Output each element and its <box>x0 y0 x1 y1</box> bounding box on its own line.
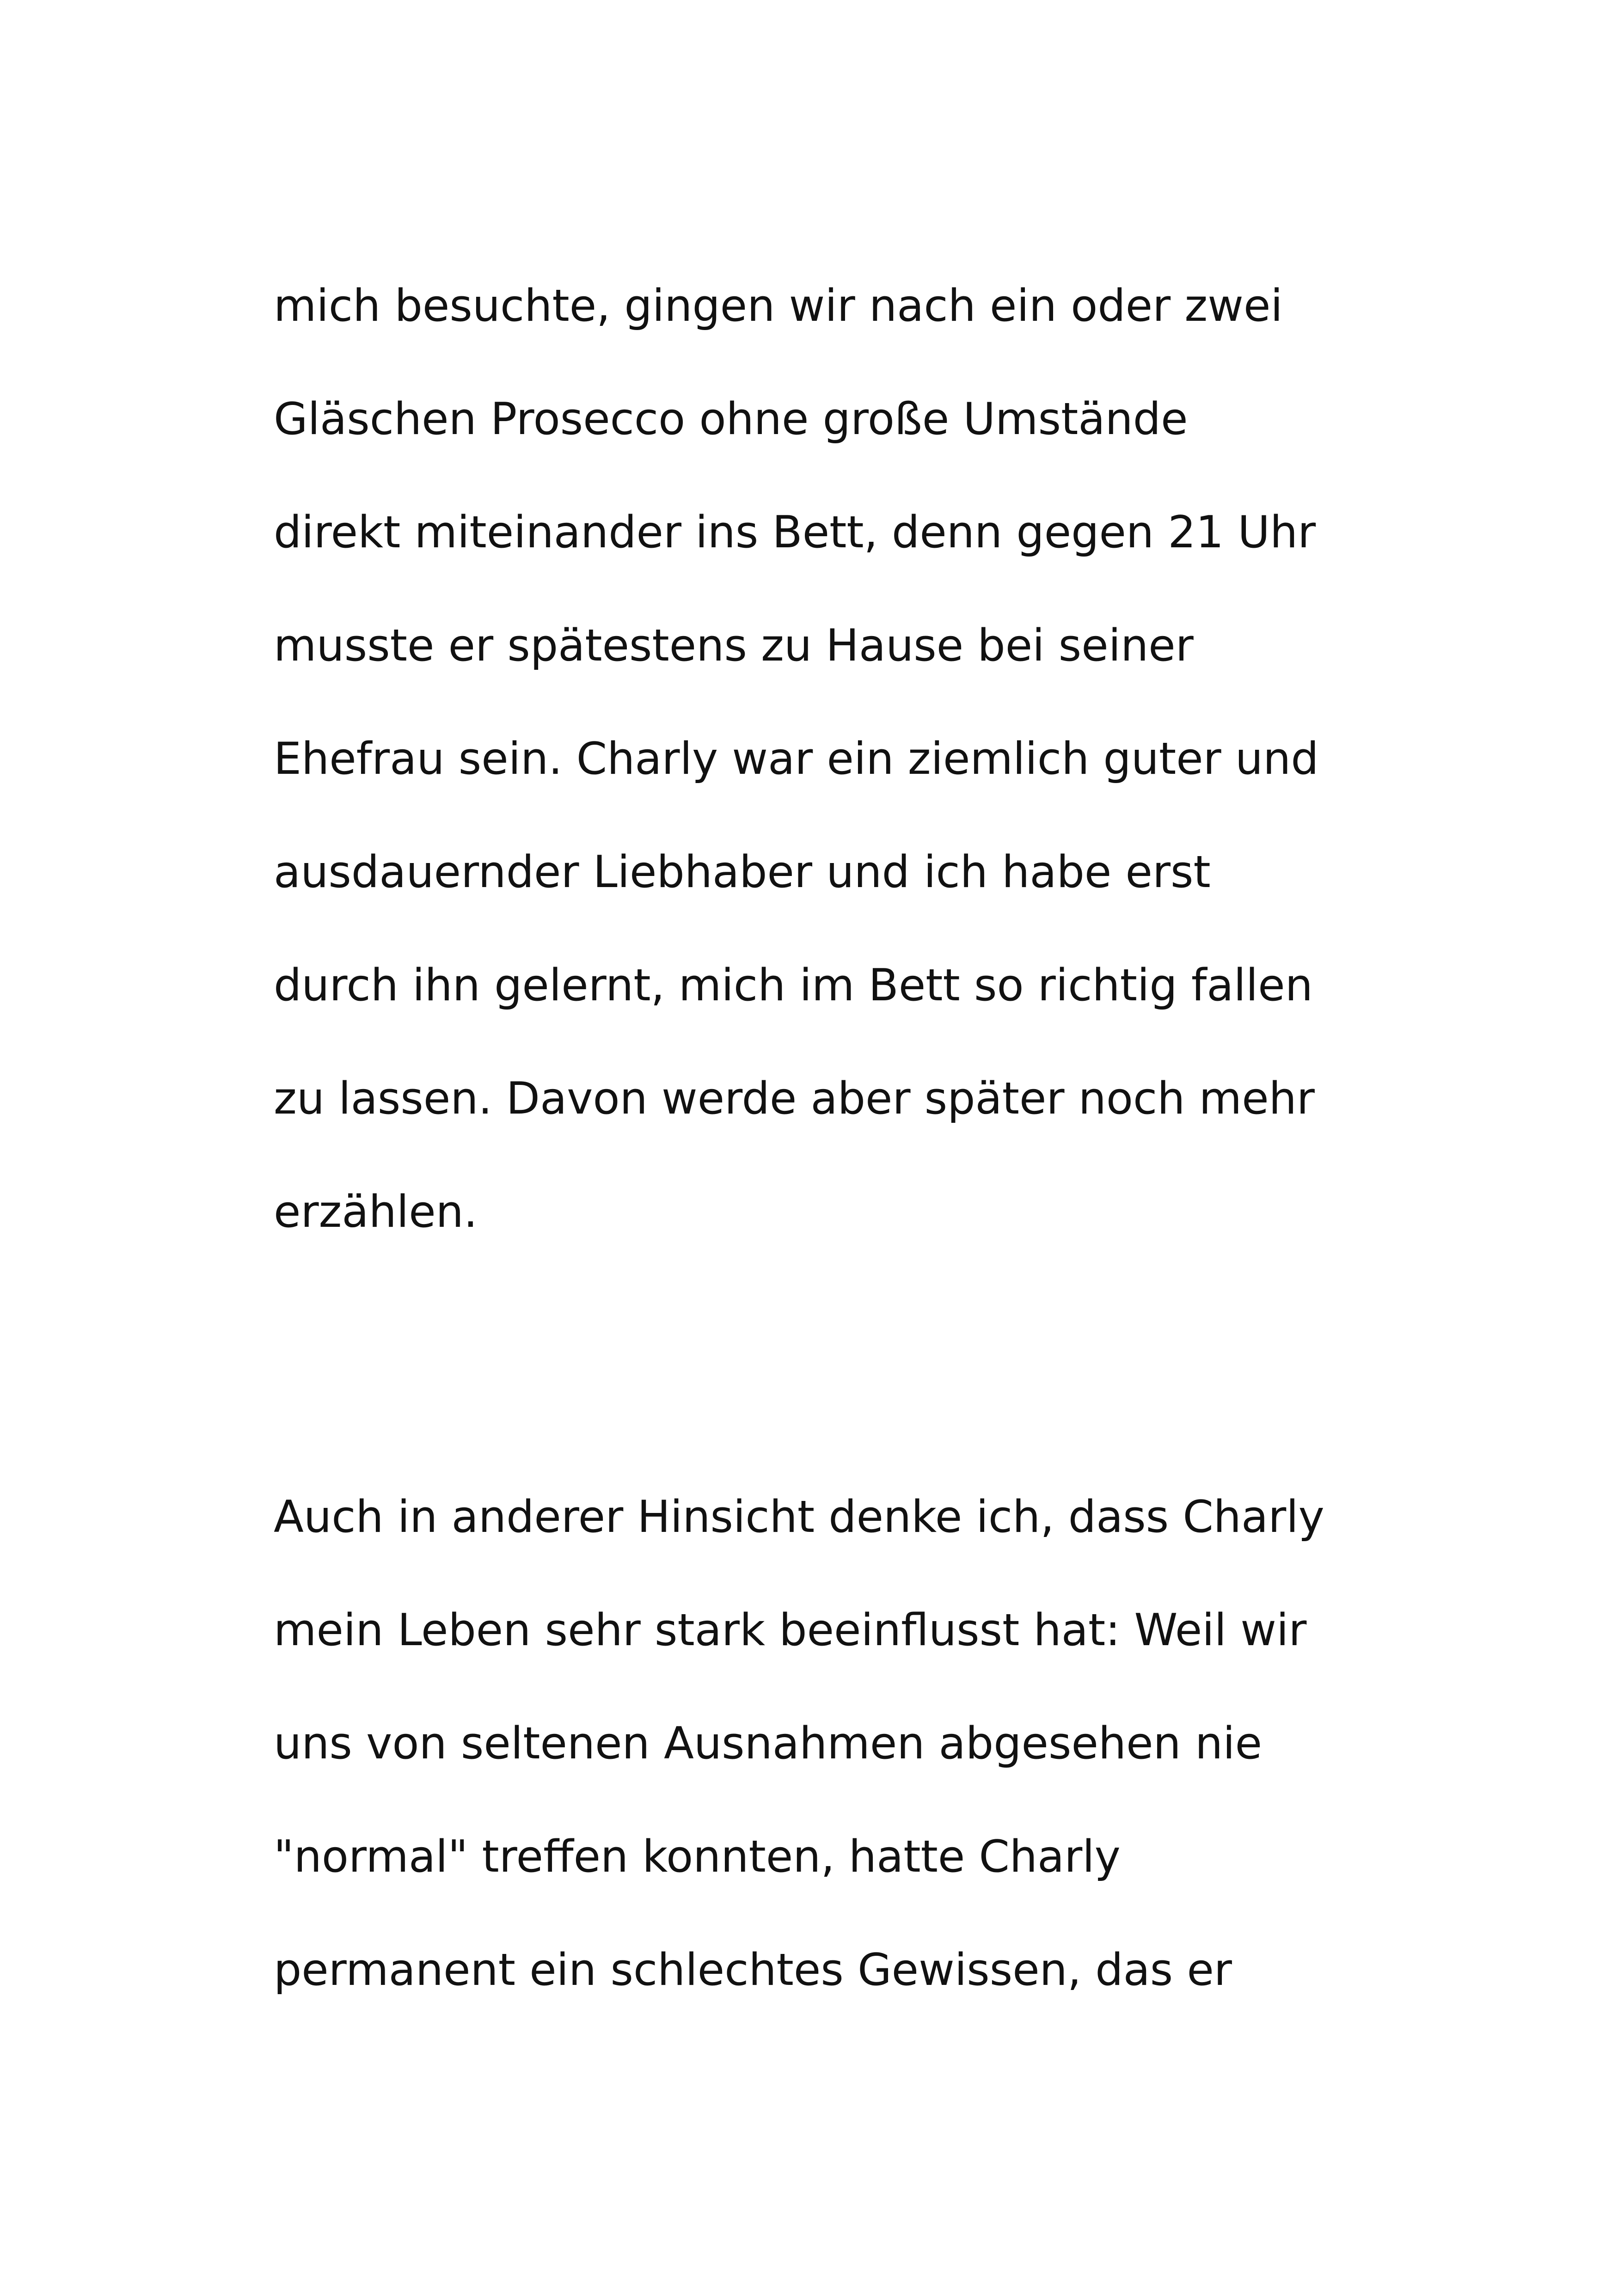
text-line: Auch in anderer Hinsicht denke ich, dass Charly <box>274 1492 1324 1543</box>
text-line: ausdauernder Liebhaber und ich habe erst <box>274 847 1211 898</box>
text-line: Ehefrau sein. Charly war ein ziemlich guter und <box>274 734 1319 784</box>
text-line: musste er spätestens zu Hause bei seiner <box>274 620 1194 671</box>
text-line: "normal" treffen konnten, hatte Charly <box>274 1831 1121 1882</box>
text-line: uns von seltenen Ausnahmen abgesehen nie <box>274 1718 1263 1769</box>
text-line: Gläschen Prosecco ohne große Umstände <box>274 394 1188 445</box>
text-line: erzählen. <box>274 1187 478 1237</box>
text-line: zu lassen. Davon werde aber später noch mehr <box>274 1073 1315 1124</box>
text-line: mich besuchte, gingen wir nach ein oder zwei <box>274 281 1283 331</box>
text-line: mein Leben sehr stark beeinflusst hat: Weil wir <box>274 1605 1307 1656</box>
text-line: direkt miteinander ins Bett, denn gegen 21 Uhr <box>274 507 1316 558</box>
text-line: permanent ein schlechtes Gewissen, das er <box>274 1945 1232 1996</box>
text-line: durch ihn gelernt, mich im Bett so richtig fallen <box>274 960 1313 1011</box>
